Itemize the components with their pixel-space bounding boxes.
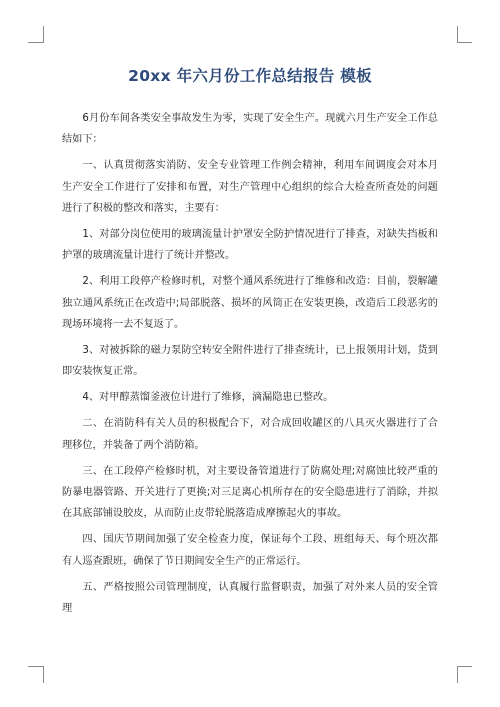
document-title: 20xx 年六月份工作总结报告 模板 bbox=[128, 67, 372, 85]
crop-mark-bottom-right bbox=[457, 666, 458, 683]
paragraph-item-2: 2、利用工段停产检修时机，对整个通风系统进行了维修和改造：目前，裂解罐独立通风系统正在改造中;局部脱落、损坏的风筒正在安装更换，改造后工段恶劣的现场环境将一去不复返了。 bbox=[62, 276, 438, 331]
crop-mark-bottom-left bbox=[43, 666, 44, 683]
paragraph-item-3: 3、对被拆除的磁力泵防空转安全附件进行了排查统计，已上报领用计划，货到即安装恢复正常。 bbox=[62, 345, 438, 378]
crop-mark-top-right bbox=[457, 42, 472, 43]
paragraph-item-4: 4、对甲醇蒸馏釜液位计进行了维修，滴漏隐患已整改。 bbox=[82, 392, 334, 404]
paragraph-section-3: 三、在工段停产检修时机，对主要设备管道进行了防腐处理;对腐蚀比较严重的防暴电器管路、开关进行了更换;对三足离心机所存在的安全隐患进行了消除，并拟在其底部铺设胶皮，从而防止皮带轮脱落造成摩擦起火的事故。 bbox=[62, 465, 438, 520]
document-body bbox=[62, 108, 438, 624]
paragraph-item-1: 1、对部分岗位使用的玻璃流量计护罩安全防护情况进行了排查，对缺失挡板和护罩的玻璃流量计进行了统计并整改。 bbox=[62, 229, 438, 262]
crop-mark-top-left bbox=[28, 42, 43, 43]
crop-mark-bottom-left bbox=[28, 666, 43, 667]
paragraph-section-1: 一、认真贯彻落实消防、安全专业管理工作例会精神，利用车间调度会对本月生产安全工作进行了安排和布置，对生产管理中心组织的综合大检查所查处的问题进行了积极的整改和落实，主要有： bbox=[62, 160, 438, 215]
crop-mark-bottom-right bbox=[457, 666, 472, 667]
crop-mark-top-left bbox=[43, 26, 44, 43]
paragraph-section-2: 二、在消防科有关人员的积极配合下，对合成回收罐区的八具灭火器进行了合理移位，并装备了两个消防箱。 bbox=[62, 418, 438, 451]
paragraph-section-5: 五、严格按照公司管理制度，认真履行监督职责，加强了对外来人员的安全管理 bbox=[62, 581, 438, 615]
paragraph-intro: 6月份车间各类安全事故发生为零，实现了安全生产。现就六月生产安全工作总结如下： bbox=[62, 113, 438, 146]
crop-mark-top-right bbox=[457, 26, 458, 43]
paragraph-section-4: 四、国庆节期间加强了安全检查力度，保证每个工段、班组每天、每个班次都有人巡查跟班，确保了节日期间安全生产的正常运行。 bbox=[62, 534, 438, 567]
